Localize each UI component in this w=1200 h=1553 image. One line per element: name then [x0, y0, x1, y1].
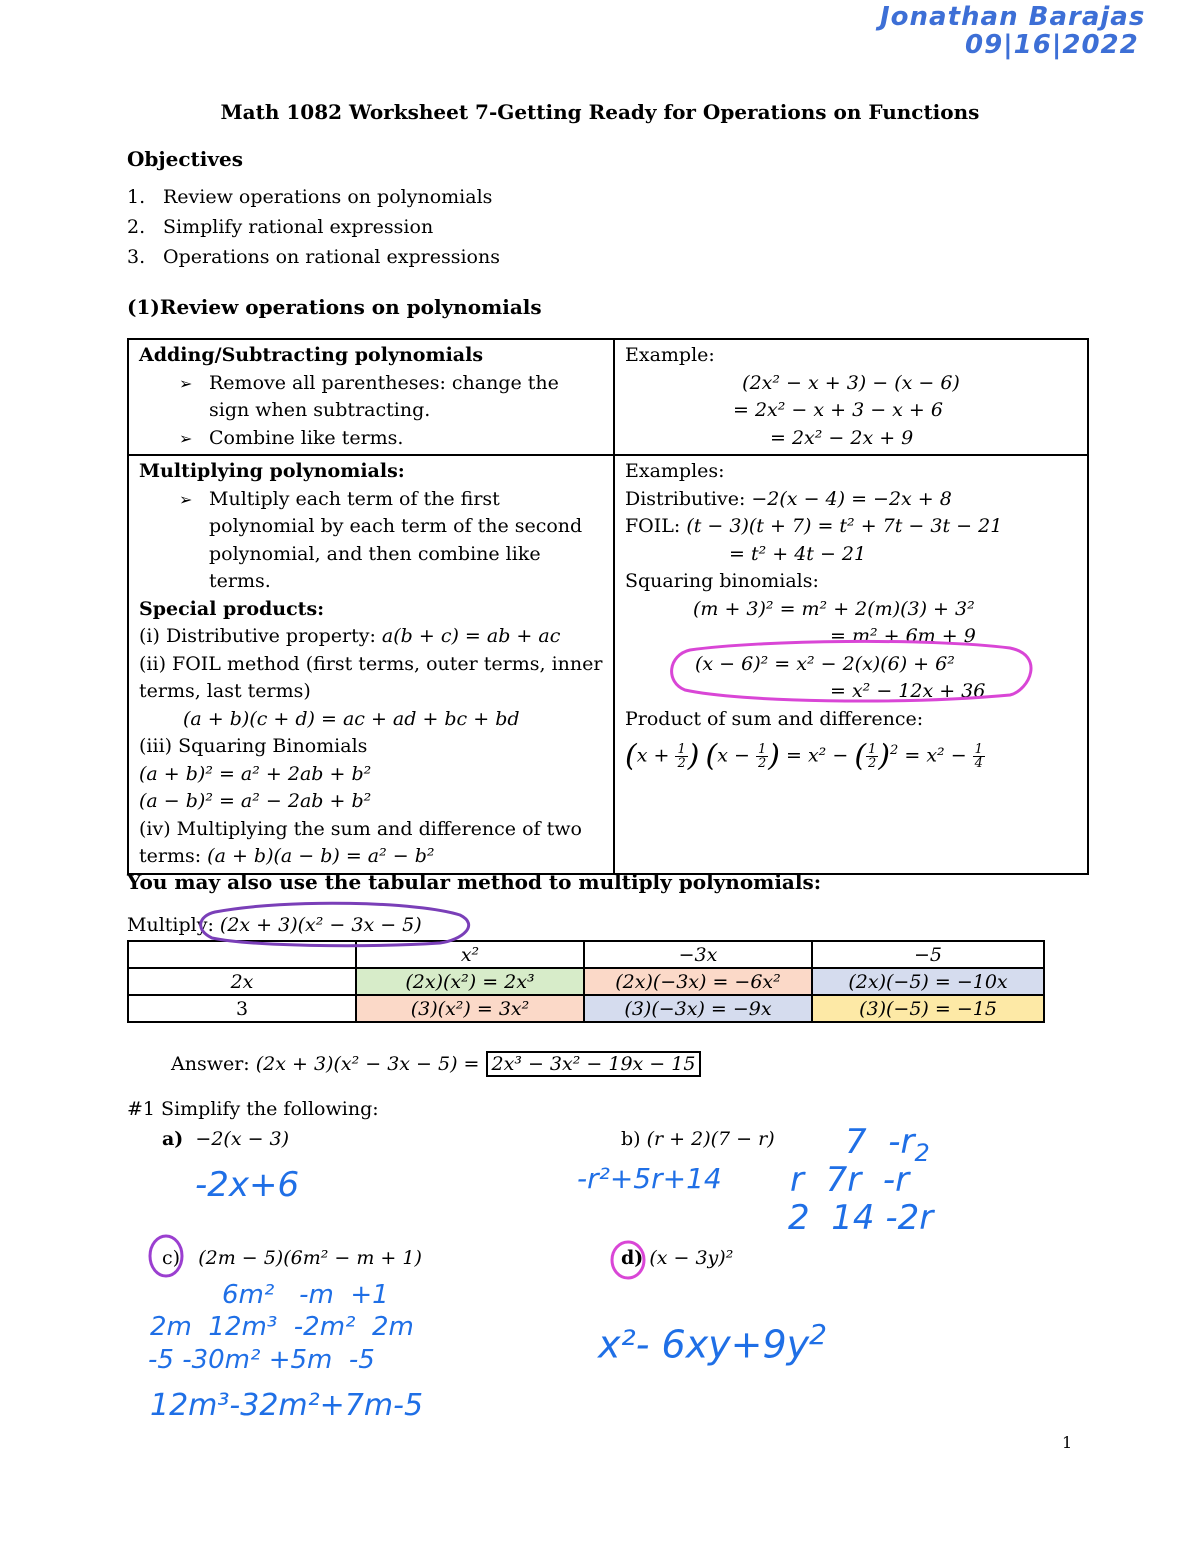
hw-grid-b: 7 $-r_2$ [845, 1122, 930, 1167]
table-header: −3x [584, 941, 812, 968]
list-item: 1. Review operations on polynomials [127, 186, 493, 208]
hw-grid-c: 2m 12m³ -2m² 2m [150, 1312, 414, 1342]
list-item: 3. Operations on rational expressions [127, 246, 500, 268]
table-row [128, 968, 1044, 995]
table-cell: (3)(−3x) = −9x [584, 995, 812, 1022]
table-row [128, 995, 1044, 1022]
sp4-label: (iv) Multiplying the sum and difference of two terms: [139, 817, 582, 867]
tabular-table [127, 940, 1045, 1023]
math-line: (2x² − x + 3) − (x − 6) [742, 371, 960, 394]
page-number: 1 [1062, 1433, 1073, 1452]
tabular-intro: You may also use the tabular method to multiply polynomials: [127, 870, 822, 894]
add-sub-example [614, 339, 1088, 455]
sp2-formula: (a + b)(c + d) = ac + ad + bc + bd [183, 707, 520, 730]
handwritten-answer-a: -2x+6 [195, 1165, 300, 1205]
answer-box: 2x³ − 3x² − 19x − 15 [486, 1051, 702, 1077]
math-line: = 2x² − x + 3 − x + 6 [733, 399, 943, 421]
dist-label: Distributive: [625, 487, 752, 510]
dist-formula: −2(x − 4) = −2x + 8 [751, 487, 952, 510]
section1-heading: (1)Review operations on polynomials [127, 295, 542, 319]
sp1-formula: a(b + c) = ab + ac [381, 625, 561, 647]
answer-line: Answer: (2x + 3)(x² − 3x − 5) = 2x³ − 3x² − 19x − 15 [171, 1053, 701, 1075]
bullet-item: ➢ Combine like terms. [139, 425, 603, 453]
math-line: = 2x² − 2x + 9 [770, 426, 914, 449]
math-line: (x − 6)² = x² − 2(x)(6) + 6² [695, 652, 955, 675]
table-cell [128, 941, 356, 968]
problem-a: a) −2(x − 3) [162, 1128, 290, 1150]
table-cell: (3)(x²) = 3x² [356, 995, 584, 1022]
foil-result: = t² + 4t − 21 [729, 542, 867, 565]
hw-grid-b: 2 14 -2r [788, 1198, 934, 1238]
problem-d: d) (x − 3y)² [621, 1247, 734, 1269]
math-line: = m² + 6m + 9 [830, 625, 976, 647]
psd-label: Product of sum and difference: [625, 707, 924, 730]
hw-grid-c: 6m² -m +1 [222, 1280, 389, 1310]
sp3-label: (iii) Squaring Binomials [139, 735, 368, 757]
hw-grid-b: r 7r -r [790, 1160, 910, 1200]
problem-c: c) (2m − 5)(6m² − m + 1) [162, 1247, 422, 1269]
add-sub-rules [128, 339, 614, 455]
review-table [127, 338, 1089, 875]
handwritten-answer-d: x²- $6xy+9y^2$ [598, 1318, 827, 1367]
table-cell: (2x)(x²) = 2x³ [356, 968, 584, 995]
date: 09|16|2022 [965, 30, 1139, 60]
student-name: Jonathan Barajas [880, 2, 1146, 32]
handwritten-answer-b: -r²+5r+14 [577, 1162, 722, 1195]
table-cell: (3)(−5) = −15 [812, 995, 1044, 1022]
bullet-item: ➢ Multiply each term of the first polynomial by each term of the second polynomial, and then combine like terms. [139, 486, 603, 596]
add-sub-heading: Adding/Subtracting polynomials [139, 344, 484, 366]
table-row [128, 455, 1088, 874]
table-header: x² [356, 941, 584, 968]
multiply-heading: Multiplying polynomials: [139, 460, 405, 482]
examples-label: Examples: [625, 460, 725, 482]
sp1-label: (i) Distributive property: [139, 625, 382, 647]
special-products-heading: Special products: [139, 597, 325, 620]
handwritten-answer-c: 12m³-32m²+7m-5 [150, 1388, 424, 1423]
list-item: 2. Simplify rational expression [127, 216, 434, 238]
math-line: (m + 3)² = m² + 2(m)(3) + 3² [693, 597, 975, 620]
sp3-formula: (a + b)² = a² + 2ab + b² [139, 762, 372, 785]
psd-formula: (x + $\frac{1}{2}$ ) (x − $\frac{1}{2}$ ) = x² − ( $\frac{1}{2}$ )$^2$ = x² − $\frac{1}{4}$ [625, 738, 983, 774]
hw-grid-c: -5 -30m² +5m -5 [148, 1345, 375, 1375]
table-cell: (2x)(−5) = −10x [812, 968, 1044, 995]
table-row [128, 339, 1088, 455]
page-title: Math 1082 Worksheet 7-Getting Ready for Operations on Functions [220, 100, 980, 124]
sp3-formula: (a − b)² = a² − 2ab + b² [139, 790, 372, 812]
row-header: 2x [128, 968, 356, 995]
multiply-examples [614, 455, 1088, 874]
objectives-list [127, 186, 500, 276]
multiply-prompt: Multiply: (2x + 3)(x² − 3x − 5) [127, 914, 422, 936]
table-header: −5 [812, 941, 1044, 968]
problem1-heading: #1 Simplify the following: [127, 1098, 379, 1120]
row-header: 3 [128, 995, 356, 1022]
math-line: = x² − 12x + 36 [830, 680, 986, 702]
problem-b: b) (r + 2)(7 − r) [621, 1128, 775, 1150]
table-row [128, 941, 1044, 968]
sp4-formula: (a + b)(a − b) = a² − b² [207, 845, 435, 867]
foil-label: FOIL: [625, 515, 687, 537]
objectives-heading: Objectives [127, 147, 243, 171]
sp2-label: (ii) FOIL method (first terms, outer terms, inner terms, last terms) [139, 652, 603, 702]
multiply-rules [128, 455, 614, 874]
bullet-item: ➢ Remove all parentheses: change the sign when subtracting. [139, 370, 603, 425]
foil-formula: (t − 3)(t + 7) = t² + 7t − 3t − 21 [686, 515, 1003, 537]
table-cell: (2x)(−3x) = −6x² [584, 968, 812, 995]
sq-label: Squaring binomials: [625, 570, 819, 592]
example-label: Example: [625, 344, 715, 366]
